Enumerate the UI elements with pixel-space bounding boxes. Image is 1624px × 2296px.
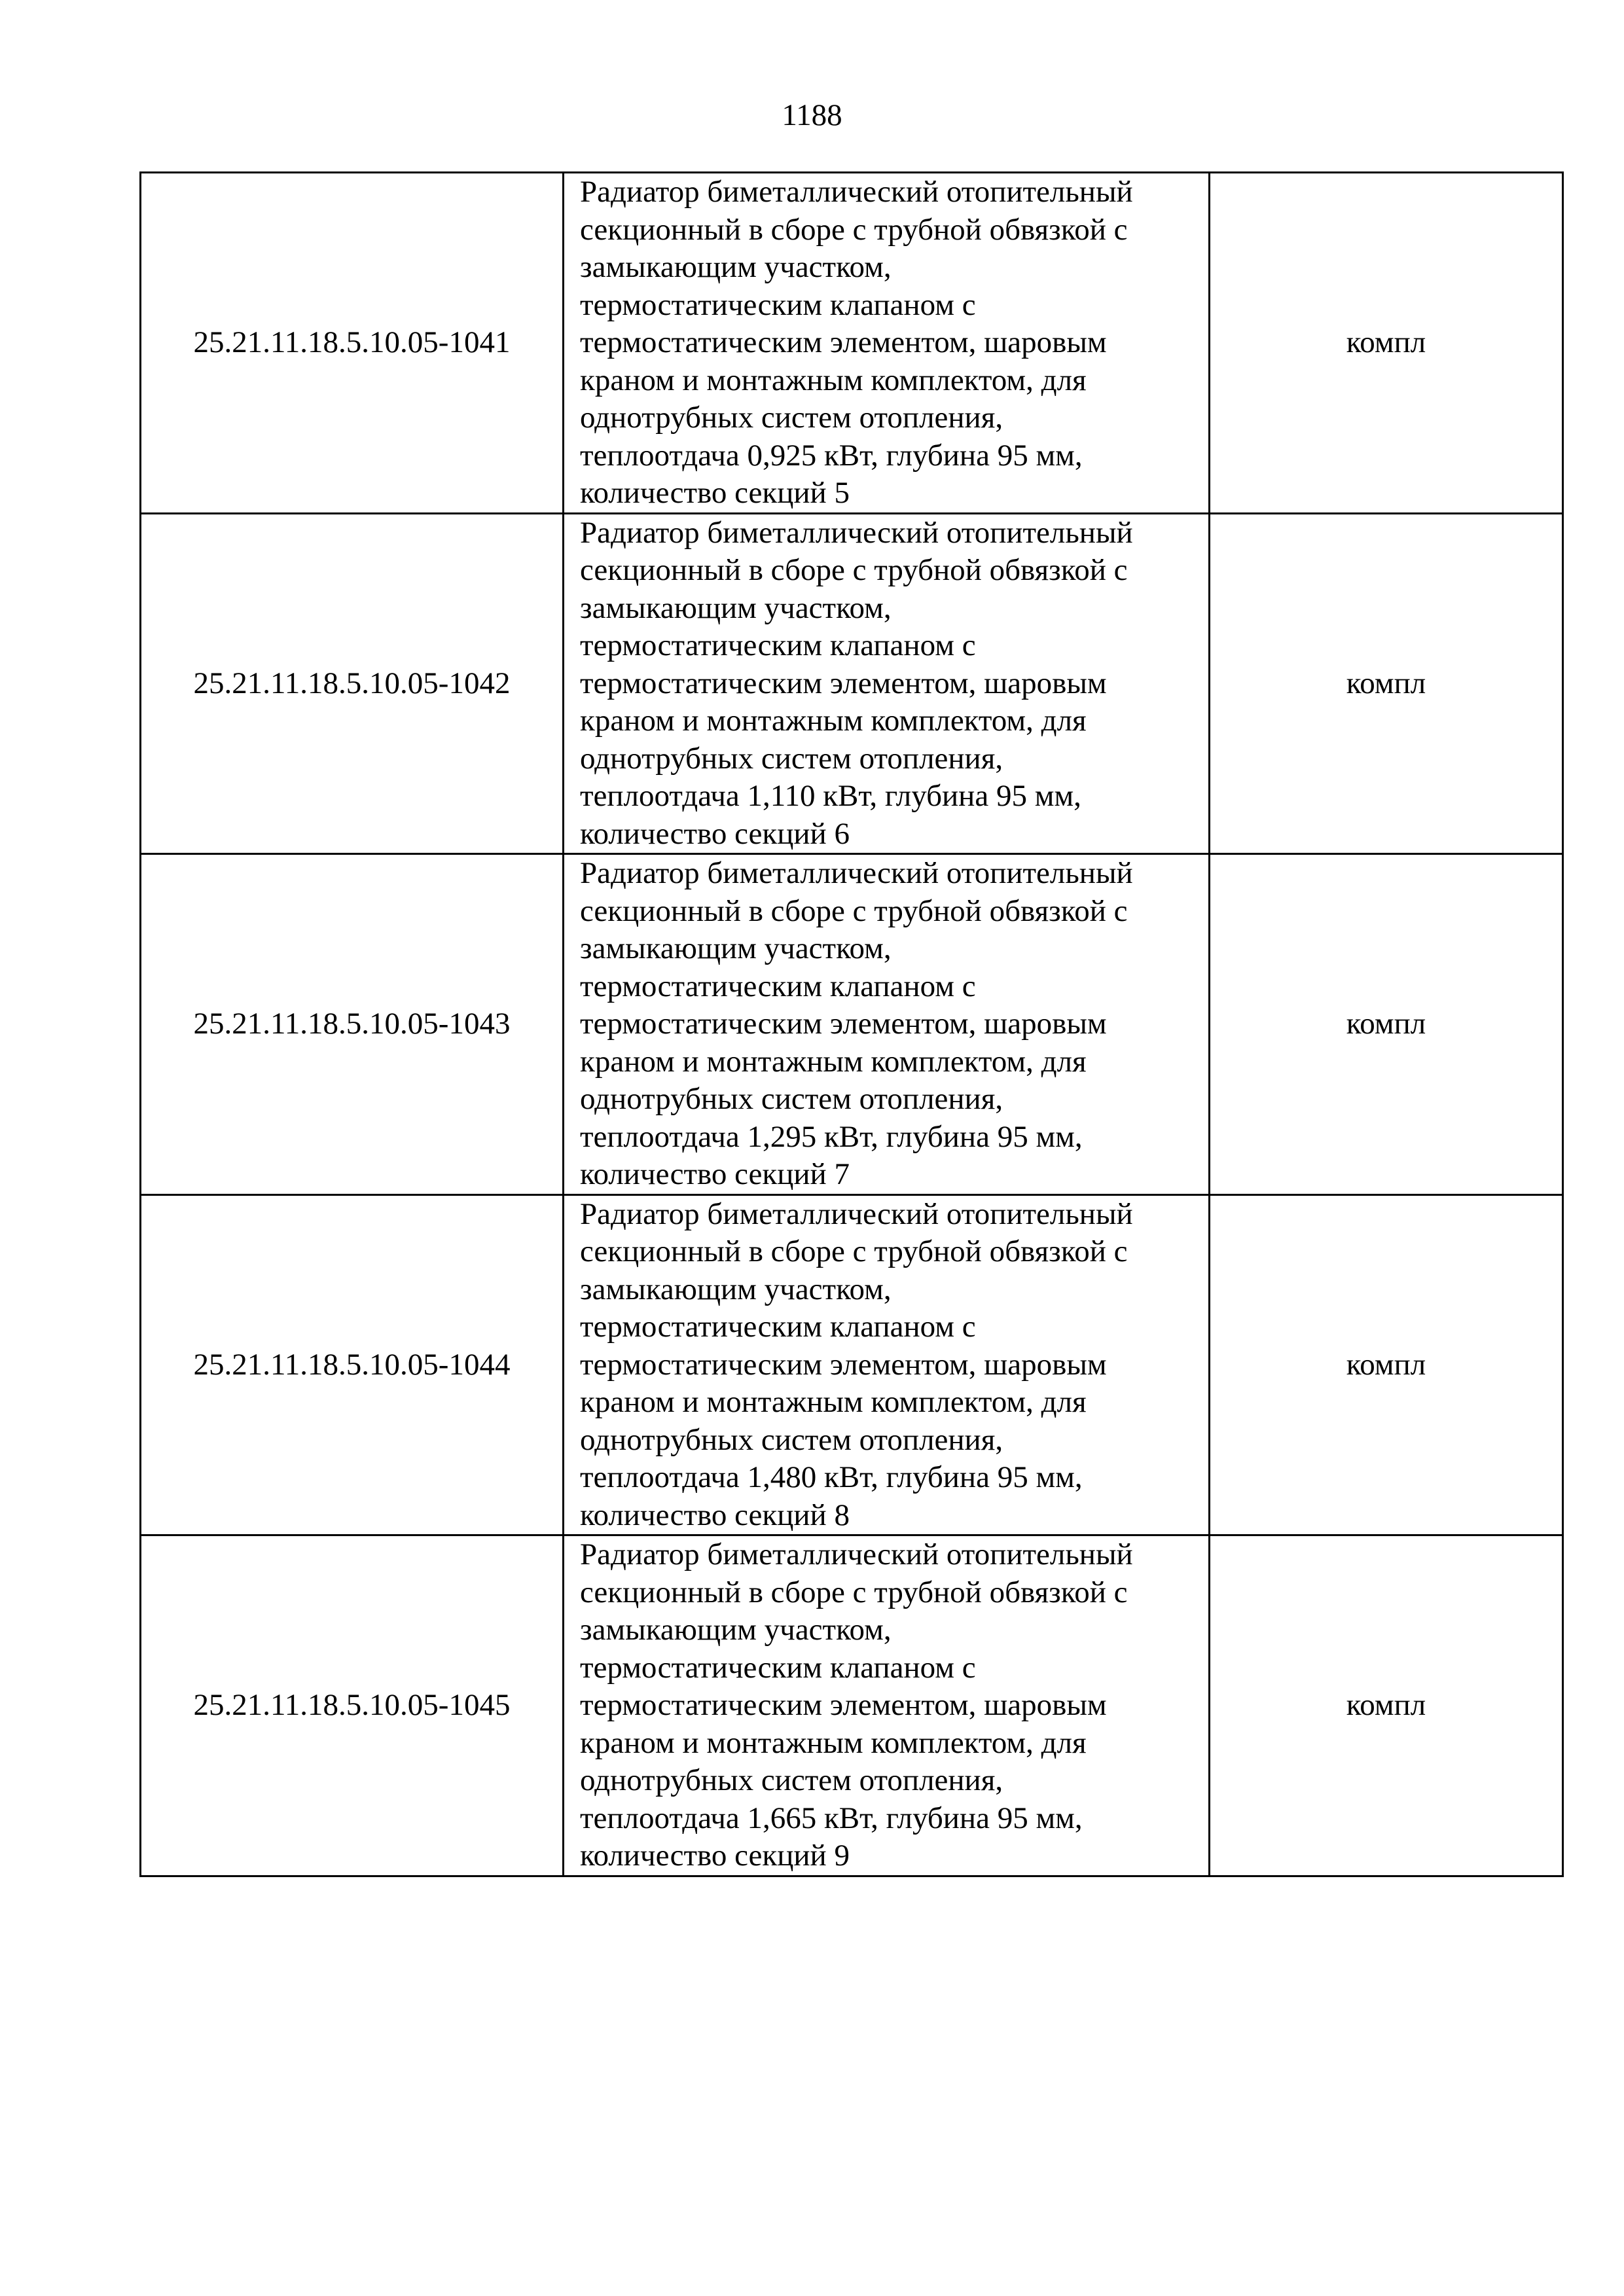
resource-unit: компл [1210, 854, 1563, 1195]
table-row [141, 1535, 1563, 1876]
page-number: 1188 [782, 98, 842, 132]
table-row [141, 513, 1563, 854]
resource-code: 25.21.11.18.5.10.05-1044 [141, 1194, 564, 1535]
resource-description-cell [564, 1194, 1210, 1535]
resource-description: Радиатор биметаллический отопительный секционный в сборе с трубной обвязкой с замыкающим участком, термостатическим клапаном с термостатическим элементом, шаровым краном и монтажным комплектом, для однотрубных систем отопления, теплоотдача 1,110 кВт, глубина 95 мм, количество секций 6 [580, 515, 1133, 851]
table-row [141, 173, 1563, 514]
resource-code: 25.21.11.18.5.10.05-1041 [141, 173, 564, 514]
resource-description-cell [564, 513, 1210, 854]
resource-table-body [141, 173, 1563, 1876]
resource-code: 25.21.11.18.5.10.05-1043 [141, 854, 564, 1195]
resource-code: 25.21.11.18.5.10.05-1045 [141, 1535, 564, 1876]
resource-description-cell [564, 173, 1210, 514]
resource-description: Радиатор биметаллический отопительный секционный в сборе с трубной обвязкой с замыкающим участком, термостатическим клапаном с термостатическим элементом, шаровым краном и монтажным комплектом, для однотрубных систем отопления, теплоотдача 0,925 кВт, глубина 95 мм, количество секций 5 [580, 175, 1133, 510]
table-row [141, 854, 1563, 1195]
resource-description: Радиатор биметаллический отопительный секционный в сборе с трубной обвязкой с замыкающим участком, термостатическим клапаном с термостатическим элементом, шаровым краном и монтажным комплектом, для однотрубных систем отопления, теплоотдача 1,665 кВт, глубина 95 мм, количество секций 9 [580, 1537, 1133, 1873]
resource-unit: компл [1210, 513, 1563, 854]
resource-unit: компл [1210, 173, 1563, 514]
resource-code: 25.21.11.18.5.10.05-1042 [141, 513, 564, 854]
resource-table [139, 171, 1564, 1877]
resource-description: Радиатор биметаллический отопительный секционный в сборе с трубной обвязкой с замыкающим участком, термостатическим клапаном с термостатическим элементом, шаровым краном и монтажным комплектом, для однотрубных систем отопления, теплоотдача 1,295 кВт, глубина 95 мм, количество секций 7 [580, 856, 1133, 1191]
resource-description: Радиатор биметаллический отопительный секционный в сборе с трубной обвязкой с замыкающим участком, термостатическим клапаном с термостатическим элементом, шаровым краном и монтажным комплектом, для однотрубных систем отопления, теплоотдача 1,480 кВт, глубина 95 мм, количество секций 8 [580, 1196, 1133, 1532]
resource-unit: компл [1210, 1535, 1563, 1876]
table-row [141, 1194, 1563, 1535]
resource-description-cell [564, 1535, 1210, 1876]
resource-unit: компл [1210, 1194, 1563, 1535]
resource-description-cell [564, 854, 1210, 1195]
